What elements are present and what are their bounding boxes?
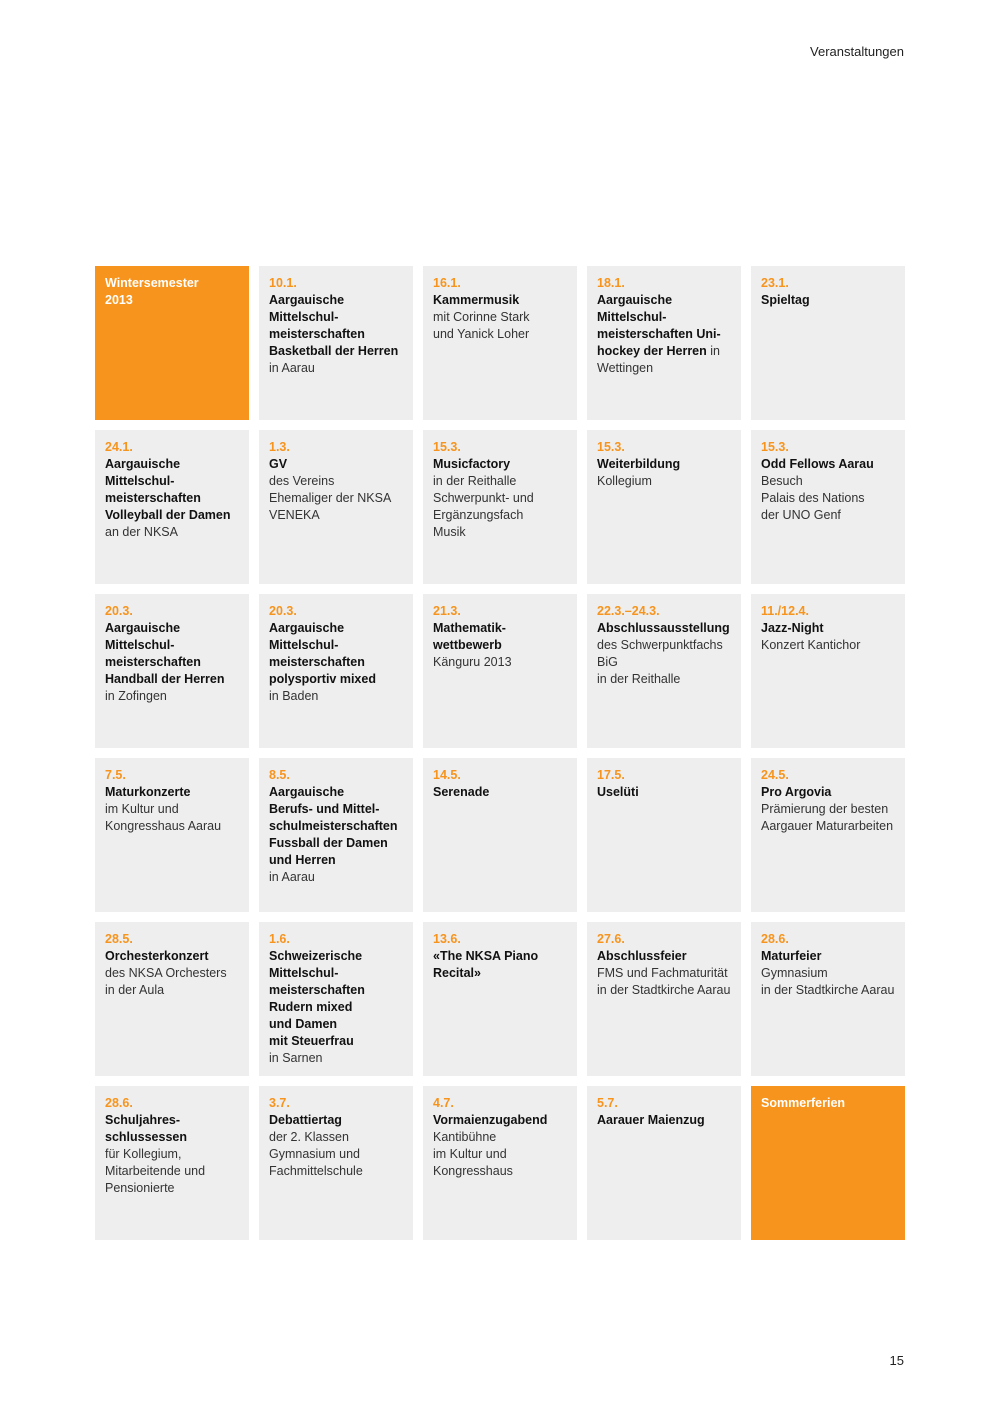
- event-title: Weiterbildung: [597, 457, 681, 471]
- event-cell: [423, 594, 577, 748]
- event-title: Maturfeier: [761, 949, 822, 963]
- event-date: 22.3.–24.3.: [597, 604, 660, 618]
- event-cell: [95, 758, 249, 912]
- event-cell: [751, 922, 905, 1076]
- event-date: 10.1.: [269, 276, 297, 290]
- event-date: 20.3.: [105, 604, 133, 618]
- event-date: 18.1.: [597, 276, 625, 290]
- event-cell: [95, 594, 249, 748]
- event-cell: [423, 758, 577, 912]
- event-cell: [751, 594, 905, 748]
- event-cell: [259, 430, 413, 584]
- event-title: Vormaienzugabend: [433, 1113, 548, 1127]
- event-title: Abschlussausstellung: [597, 621, 730, 635]
- event-date: 15.3.: [597, 440, 625, 454]
- event-title: GV: [269, 457, 288, 471]
- event-date: 11./12.4.: [761, 604, 809, 618]
- event-desc: im Kultur und Kongresshaus Aarau: [105, 802, 222, 833]
- event-date: 15.3.: [433, 440, 461, 454]
- event-date: 20.3.: [269, 604, 297, 618]
- event-cell: [95, 266, 249, 420]
- event-cell: [751, 430, 905, 584]
- event-date: 4.7.: [433, 1096, 454, 1110]
- event-date: 8.5.: [269, 768, 290, 782]
- event-desc: in Zofingen: [105, 689, 167, 703]
- event-desc: FMS und Fachmaturität in der Stadtkirche Aarau: [597, 966, 731, 997]
- event-desc: des Vereins Ehemaliger der NKSA VENEKA: [269, 474, 392, 522]
- event-date: 3.7.: [269, 1096, 290, 1110]
- event-title: Serenade: [433, 785, 490, 799]
- event-date: 14.5.: [433, 768, 461, 782]
- event-title: «The NKSA Piano Recital»: [433, 949, 539, 980]
- event-desc: der 2. Klassen Gymnasium und Fachmittelschule: [269, 1130, 363, 1178]
- event-desc: in Wettingen: [597, 344, 720, 375]
- event-title: Uselüti: [597, 785, 639, 799]
- event-title: Debattiertag: [269, 1113, 342, 1127]
- event-title: Schweizerische Mittelschul- meisterschaften Rudern mixed und Damen mit Steuerfrau: [269, 949, 365, 1048]
- event-desc: in der Reithalle Schwerpunkt- und Ergänzungsfach Musik: [433, 474, 534, 539]
- event-date: 27.6.: [597, 932, 625, 946]
- event-cell: [587, 594, 741, 748]
- event-title: Orchesterkonzert: [105, 949, 209, 963]
- event-title: Mathematik- wettbewerb: [433, 621, 506, 652]
- event-title: Abschlussfeier: [597, 949, 687, 963]
- event-title: Sommerferien: [761, 1096, 846, 1110]
- event-desc: Konzert Kantichor: [761, 638, 861, 652]
- event-cell: [95, 922, 249, 1076]
- event-date: 24.1.: [105, 440, 133, 454]
- event-desc: Kollegium: [597, 474, 652, 488]
- event-title: Pro Argovia: [761, 785, 832, 799]
- event-cell: [259, 758, 413, 912]
- event-title: Wintersemester 2013: [105, 276, 199, 307]
- event-desc: in Baden: [269, 689, 319, 703]
- event-cell: [587, 430, 741, 584]
- event-date: 28.6.: [105, 1096, 133, 1110]
- event-desc: Kantibühne im Kultur und Kongresshaus: [433, 1130, 513, 1178]
- event-desc: für Kollegium, Mitarbeitende und Pensionierte: [105, 1147, 206, 1195]
- event-cell: [423, 922, 577, 1076]
- event-desc: in Sarnen: [269, 1051, 323, 1065]
- event-title: Aarauer Maienzug: [597, 1113, 705, 1127]
- event-cell: [423, 1086, 577, 1240]
- event-date: 24.5.: [761, 768, 789, 782]
- event-date: 16.1.: [433, 276, 461, 290]
- event-title: Aargauische Mittelschul- meisterschaften Volleyball der Damen: [105, 457, 231, 522]
- event-date: 15.3.: [761, 440, 789, 454]
- event-date: 7.5.: [105, 768, 126, 782]
- event-desc: in Aarau: [269, 870, 315, 884]
- event-desc: des NKSA Orchesters in der Aula: [105, 966, 227, 997]
- section-header: Veranstaltungen: [810, 44, 904, 59]
- event-date: 1.6.: [269, 932, 290, 946]
- event-date: 23.1.: [761, 276, 789, 290]
- event-title: Schuljahres- schlussessen: [105, 1113, 187, 1144]
- event-desc: des Schwerpunktfachs BiG in der Reithalle: [597, 638, 723, 686]
- event-cell: [95, 1086, 249, 1240]
- event-date: 21.3.: [433, 604, 461, 618]
- events-grid: [95, 266, 905, 1240]
- event-desc: Besuch Palais des Nations der UNO Genf: [761, 474, 865, 522]
- event-desc: Gymnasium in der Stadtkirche Aarau: [761, 966, 895, 997]
- event-date: 1.3.: [269, 440, 290, 454]
- page-number: 15: [889, 1353, 904, 1368]
- event-cell: [587, 1086, 741, 1240]
- event-date: 13.6.: [433, 932, 461, 946]
- event-title: Aargauische Mittelschul- meisterschaften Uni- hockey der Herren: [597, 293, 721, 358]
- event-cell: [751, 1086, 905, 1240]
- event-desc: an der NKSA: [105, 525, 178, 539]
- event-cell: [423, 430, 577, 584]
- event-cell: [423, 266, 577, 420]
- event-cell: [751, 758, 905, 912]
- event-cell: [259, 922, 413, 1076]
- event-desc: Prämierung der besten Aargauer Maturarbeiten: [761, 802, 894, 833]
- event-desc: in Aarau: [269, 361, 315, 375]
- event-title: Odd Fellows Aarau: [761, 457, 874, 471]
- event-title: Musicfactory: [433, 457, 511, 471]
- event-cell: [259, 266, 413, 420]
- event-title: Maturkonzerte: [105, 785, 191, 799]
- event-title: Kammermusik: [433, 293, 520, 307]
- event-title: Aargauische Mittelschul- meisterschaften Basketball der Herren: [269, 293, 399, 358]
- event-cell: [95, 430, 249, 584]
- event-date: 5.7.: [597, 1096, 618, 1110]
- event-cell: [751, 266, 905, 420]
- event-date: 28.6.: [761, 932, 789, 946]
- event-cell: [587, 922, 741, 1076]
- event-title: Spieltag: [761, 293, 810, 307]
- event-title: Aargauische Mittelschul- meisterschaften polysportiv mixed: [269, 621, 376, 686]
- event-date: 17.5.: [597, 768, 625, 782]
- event-desc: mit Corinne Stark und Yanick Loher: [433, 310, 530, 341]
- event-desc: Känguru 2013: [433, 655, 512, 669]
- event-title: Jazz-Night: [761, 621, 824, 635]
- event-cell: [587, 758, 741, 912]
- event-date: 28.5.: [105, 932, 133, 946]
- event-title: Aargauische Berufs- und Mittel- schulmeisterschaften Fussball der Damen und Herren: [269, 785, 398, 867]
- event-cell: [259, 1086, 413, 1240]
- event-cell: [587, 266, 741, 420]
- event-title: Aargauische Mittelschul- meisterschaften Handball der Herren: [105, 621, 225, 686]
- event-cell: [259, 594, 413, 748]
